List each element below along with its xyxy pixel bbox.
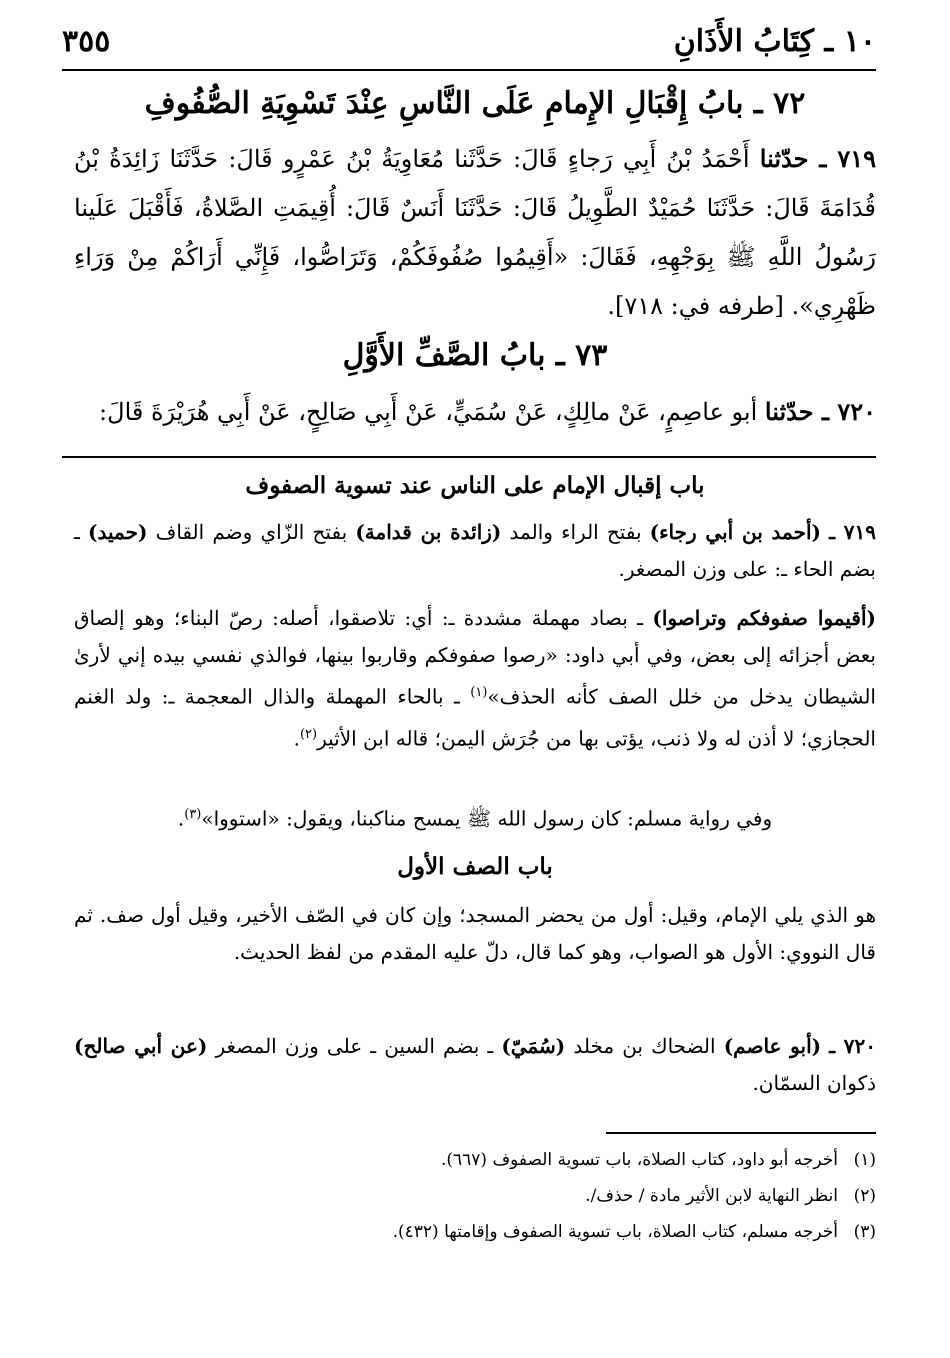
header-rule bbox=[62, 69, 876, 71]
footnote-text: انظر النهاية لابن الأثير مادة / حذف/. bbox=[585, 1186, 838, 1206]
footnote-ref-1[interactable]: (١) bbox=[470, 685, 488, 700]
footnote-text: أخرجه أبو داود، كتاب الصلاة، باب تسوية الصفوف (٦٦٧). bbox=[440, 1150, 838, 1170]
footnote-item bbox=[74, 1178, 876, 1214]
footnote-item bbox=[74, 1214, 876, 1250]
narrator-name: (سُمَيّ) bbox=[501, 1034, 566, 1058]
commentary-heading-1: باب إقبال الإمام على الناس عند تسوية الصفوف bbox=[245, 472, 705, 499]
footnotes bbox=[74, 1142, 876, 1250]
matn-commentary-divider bbox=[62, 456, 876, 458]
commentary-text: الضحاك بن مخلد bbox=[565, 1034, 724, 1058]
hadith-720 bbox=[74, 387, 876, 437]
commentary-paragraph-straighten bbox=[74, 600, 876, 757]
narrator-name: (حميد) bbox=[88, 520, 148, 544]
commentary-text: ـ بضم الحاء ـ: على وزن المصغر. bbox=[74, 520, 876, 581]
narrator-name: (عن أبي صالح) bbox=[74, 1034, 208, 1058]
commentary-text: . bbox=[177, 806, 185, 831]
hadith-719 bbox=[74, 134, 876, 331]
hadith-719-number: ٧١٩ ـ حدّثنا bbox=[759, 144, 876, 173]
commentary-paragraph-muslim bbox=[74, 796, 876, 838]
commentary-paragraph-first-row bbox=[74, 897, 876, 971]
commentary-text: ـ بضم السين ـ على وزن المصغر bbox=[207, 1034, 502, 1058]
commentary-text: . bbox=[293, 726, 300, 751]
quoted-phrase: (أقيموا صفوفكم وتراصوا) bbox=[652, 606, 876, 630]
page-number: ٣٥٥ bbox=[62, 24, 111, 59]
commentary-text: بفتح الراء والمد bbox=[501, 520, 650, 544]
commentary-paragraph-719 bbox=[74, 514, 876, 588]
commentary-text: هو الذي يلي الإمام، وقيل: أول من يحضر المسجد؛ وإن كان في الصّف الأخير، وقيل أول صف. ثم قال النووي: الأول هو الصواب، وهو كما قال، دلّ عليه المقدم من لفظ الحديث. bbox=[74, 903, 876, 964]
chapter-72-heading: ٧٢ ـ بابُ إِقْبَالِ الإِمامِ عَلَى النَّاسِ عِنْدَ تَسْوِيَةِ الصُّفُوفِ bbox=[144, 86, 806, 121]
commentary-text: بفتح الزّاي وضم القاف bbox=[147, 520, 356, 544]
footnote-ref-2[interactable]: (٢) bbox=[299, 726, 318, 742]
chapter-73-heading: ٧٣ ـ بابُ الصَّفِّ الأَوَّلِ bbox=[342, 338, 608, 373]
hadith-719-text: أَحْمَدُ بْنُ أَبِي رَجاءٍ قَالَ: حَدَّثَنا مُعَاوِيَةُ بْنُ عَمْرٍو قَالَ: حَدَّثَنَا زَائِدَةُ بْنُ قُدَامَةَ قَالَ: حَدَّثَنَا حُمَيْدٌ الطَّوِيلُ قَالَ: حَدَّثَنَا أَنَسٌ قَالَ: أُقِيمَتِ الصَّلاةُ، فَأَقْبَلَ عَلَينا رَسُولُ اللَّهِ ﷺ بِوَجْهِهِ، فَقَالَ: «أَقِيمُوا صُفُوفَكُمْ، وَتَرَاصُّوا، فَإِنِّي أَرَاكُمْ مِنْ وَرَاءِ ظَهْرِي». [طرفه في: ٧١٨]. bbox=[74, 145, 876, 320]
commentary-text: وفي رواية مسلم: كان رسول الله ﷺ يمسح مناكبنا، ويقول: «استووا» bbox=[201, 806, 773, 831]
commentary-paragraph-720 bbox=[74, 1028, 876, 1102]
running-title: ١٠ ـ كِتَابُ الأَذَانِ bbox=[673, 24, 876, 59]
footnote-item bbox=[74, 1142, 876, 1178]
running-header bbox=[62, 24, 876, 64]
commentary-text: ذكوان السمّان. bbox=[752, 1071, 876, 1095]
narrator-name: (أحمد بن أبي رجاء) bbox=[649, 520, 821, 544]
narrator-name: (زائدة بن قدامة) bbox=[355, 520, 502, 544]
commentary-720-number: ٧٢٠ ـ bbox=[829, 1034, 877, 1058]
commentary-text: ـ بالحاء المهملة والذال المعجمة ـ: ولد الغنم الحجازي؛ لا أذن له ولا ذنب، يؤتى بها من جُرَش اليمن؛ قاله ابن الأثير bbox=[74, 684, 876, 751]
commentary-719-number: ٧١٩ ـ bbox=[829, 520, 877, 544]
hadith-720-number: ٧٢٠ ـ حدّثنا bbox=[764, 397, 876, 426]
narrator-name: (أبو عاصم) bbox=[723, 1034, 822, 1058]
footnote-ref-3[interactable]: (٣) bbox=[184, 807, 202, 822]
footnote-number: (٣) bbox=[853, 1222, 876, 1242]
commentary-heading-2: باب الصف الأول bbox=[397, 853, 553, 880]
footnote-text: أخرجه مسلم، كتاب الصلاة، باب تسوية الصفوف وإقامتها (٤٣٢). bbox=[392, 1222, 838, 1242]
footnote-number: (١) bbox=[853, 1150, 876, 1170]
hadith-720-text: أبو عاصِمٍ، عَنْ مالِكٍ، عَنْ سُمَيٍّ، عَنْ أَبِي صَالِحٍ، عَنْ أَبِي هُرَيْرَةَ قَالَ: bbox=[99, 398, 758, 426]
commentary-text: ـ بصاد مهملة مشددة ـ: أي: تلاصقوا، أصله: رصّ البناء؛ وهو إلصاق بعض أجزائه إلى بعض، وفي أبي داود: «رصوا صفوفكم وقاربوا بينها، فوالذي نفسي بيده إني لأرىٰ الشيطان يدخل من خلل الصف كأنه الحذف» bbox=[74, 606, 876, 709]
footnote-rule bbox=[606, 1132, 876, 1134]
footnote-number: (٢) bbox=[853, 1186, 876, 1206]
